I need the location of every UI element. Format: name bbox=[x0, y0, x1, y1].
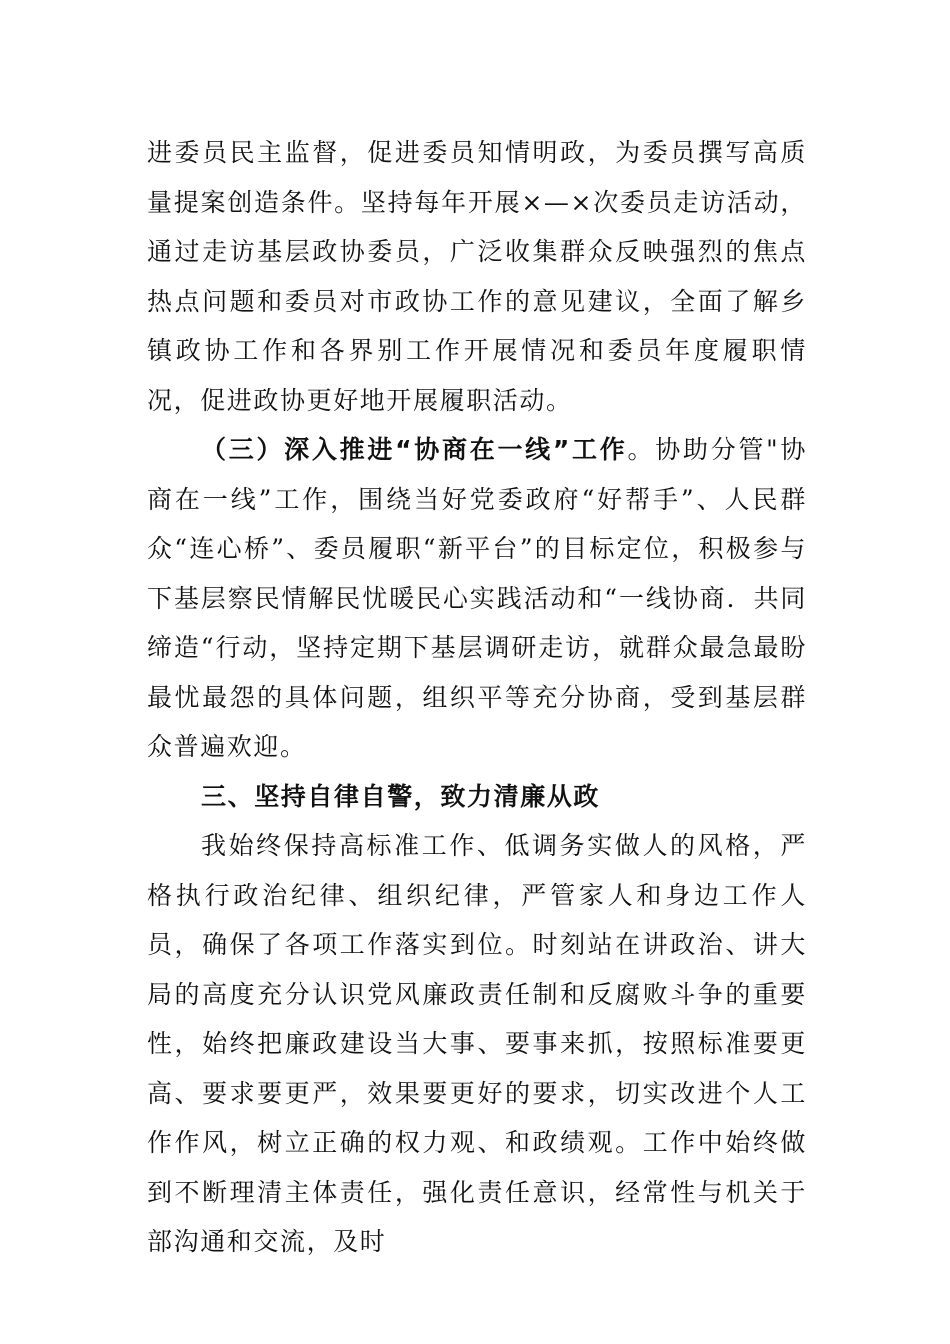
paragraph-item-three bbox=[147, 425, 807, 772]
paragraph-section-three: 我始终保持高标准工作、低调务实做人的风格，严格执行政治纪律、组织纪律，严管家人和身边工作人员，确保了各项工作落实到位。时刻站在讲政治、讲大局的高度充分认识党风廉政责任制和反腐败斗争的重要性，始终把廉政建设当大事、要事来抓，按照标准要更高、要求要更严，效果要更好的要求，切实改进个人工作作风，树立正确的权力观、和政绩观。工作中始终做到不断理清主体责任，强化责任意识，经常性与机关于部沟通和交流，及时 bbox=[147, 831, 807, 1256]
paragraph-continued: 进委员民主监督，促进委员知情明政，为委员撰写高质量提案创造条件。坚持每年开展×—×次委员走访活动，通过走访基层政协委员，广泛收集群众反映强烈的焦点热点问题和委员对市政协工作的意见建议，全面了解乡镇政协工作和各界别工作开展情况和委员年度履职情况，促进政协更好地开展履职活动。 bbox=[147, 138, 807, 415]
item-three-body: 。协助分管"协商在一线”工作，围绕当好党委政府“好帮手”、人民群众“连心桥”、委员履职“新平台”的目标定位，积极参与下基层察民情解民忧暖民心实践活动和“一线协商．共同缔造“行动，坚持定期下基层调研走访，就群众最急最盼最忧最怨的具体问题，组织平等充分协商，受到基层群众普遍欢迎。 bbox=[147, 435, 808, 761]
section-three-heading: 三、坚持自律自警，致力清廉从政 bbox=[201, 781, 601, 811]
item-three-title: （三）深入推进“协商在一线”工作 bbox=[201, 435, 628, 464]
document-body bbox=[147, 128, 807, 1267]
